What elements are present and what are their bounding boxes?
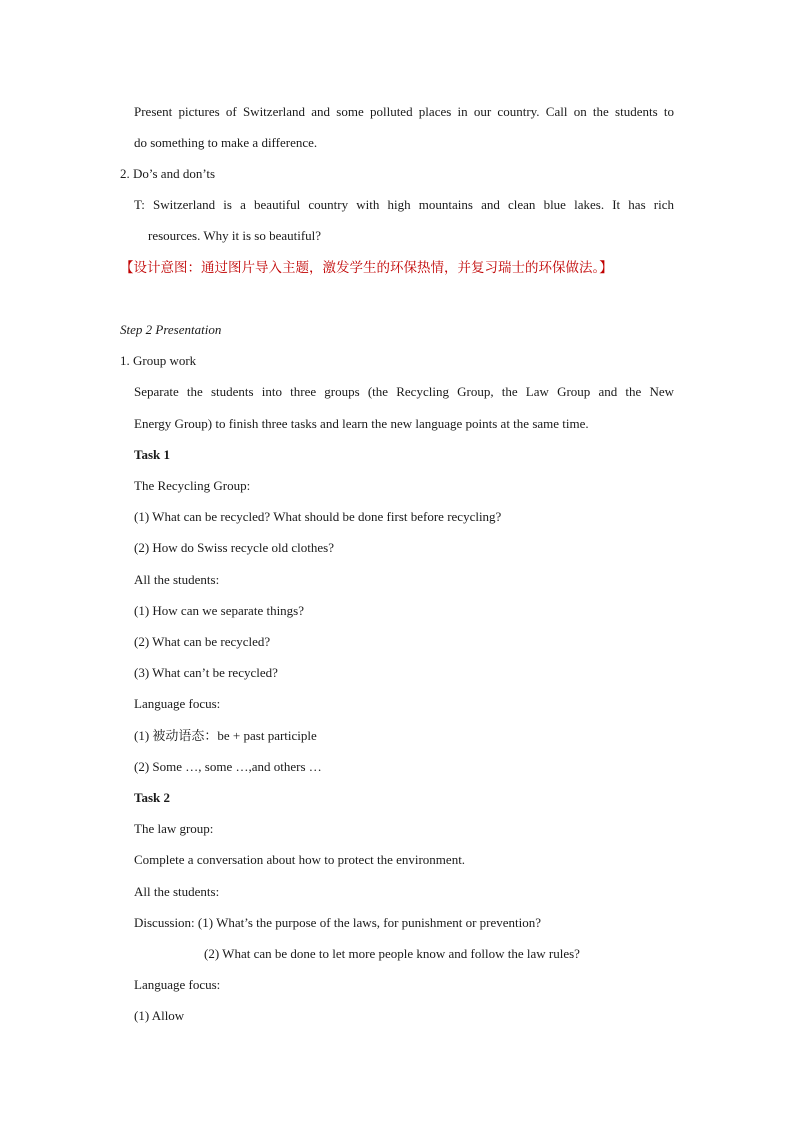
paragraph-line: Separate the students into three groups (the Recycling Group, the Law Group and the New <box>134 384 674 399</box>
group-label: All the students: <box>134 572 220 587</box>
focus-item: (1) Allow <box>134 1008 185 1023</box>
group-label: All the students: <box>134 884 220 899</box>
focus-label: Language focus: <box>134 696 221 711</box>
discussion-line: (2) What can be done to let more people know and follow the law rules? <box>204 946 580 961</box>
question-line: (1) What can be recycled? What should be done first before recycling? <box>134 509 502 524</box>
paragraph-line: Present pictures of Switzerland and some polluted places in our country. Call on the students to <box>134 104 674 119</box>
task-title: Task 2 <box>134 790 171 805</box>
group-label: The law group: <box>134 821 214 836</box>
focus-item: (2) Some …, some …,and others … <box>134 759 322 774</box>
question-line: (1) How can we separate things? <box>134 603 305 618</box>
paragraph-line: Complete a conversation about how to protect the environment. <box>134 852 466 867</box>
design-intent-note: 【设计意图：通过图片导入主题，激发学生的环保热情，并复习瑞士的环保做法。】 <box>120 260 613 276</box>
list-item-title: 1. Group work <box>120 353 197 368</box>
task-title: Task 1 <box>134 447 171 462</box>
question-line: (2) What can be recycled? <box>134 634 271 649</box>
section-heading: Step 2 Presentation <box>120 322 222 337</box>
focus-item: (1) 被动语态：be + past participle <box>134 728 317 743</box>
paragraph-line: resources. Why it is so beautiful? <box>148 228 322 243</box>
paragraph-line: T: Switzerland is a beautiful country with high mountains and clean blue lakes. It has rich <box>134 197 674 212</box>
discussion-line: Discussion: (1) What’s the purpose of the laws, for punishment or prevention? <box>134 915 542 930</box>
group-label: The Recycling Group: <box>134 478 251 493</box>
list-item-title: 2. Do’s and don’ts <box>120 166 216 181</box>
focus-label: Language focus: <box>134 977 221 992</box>
paragraph-line: Energy Group) to finish three tasks and learn the new language points at the same time. <box>134 416 589 431</box>
paragraph-line: do something to make a difference. <box>134 135 318 150</box>
question-line: (3) What can’t be recycled? <box>134 665 278 680</box>
question-line: (2) How do Swiss recycle old clothes? <box>134 540 335 555</box>
